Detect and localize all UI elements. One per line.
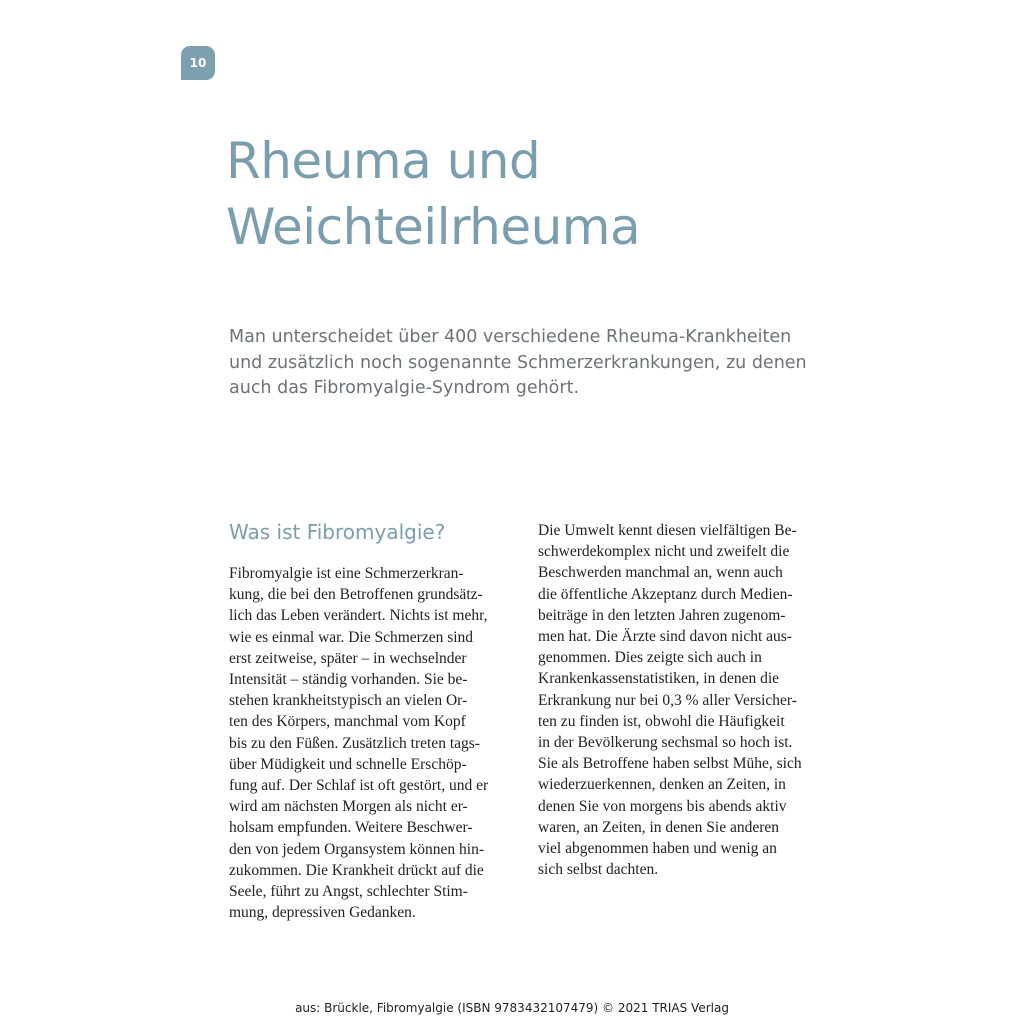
right-column-text <box>538 520 838 880</box>
text-line: kung, die bei den Betroffenen grundsätz- <box>229 586 483 604</box>
text-line: bis zu den Füßen. Zusätzlich treten tags- <box>229 734 480 752</box>
chapter-title-line: Weichteilrheuma <box>226 198 641 256</box>
text-line: lich das Leben verändert. Nichts ist mehr, <box>229 607 488 625</box>
text-line: sich selbst dachten. <box>538 861 659 879</box>
text-line: denen Sie von morgens bis abends aktiv <box>538 797 787 815</box>
text-line: beiträge in den letzten Jahren zugenom- <box>538 606 786 624</box>
text-line: Die Umwelt kennt diesen vielfältigen Be- <box>538 522 797 539</box>
text-line: erst zeitweise, später – in wechselnder <box>229 649 467 667</box>
text-line: schwerdekomplex nicht und zweifelt die <box>538 543 790 561</box>
page-number: 10 <box>189 56 207 70</box>
text-line: ten zu finden ist, obwohl die Häufigkeit <box>538 712 785 730</box>
text-line: ten des Körpers, manchmal vom Kopf <box>229 713 466 731</box>
text-line: wiederzuerkennen, denken an Zeiten, in <box>538 776 786 794</box>
text-line: Fibromyalgie ist eine Schmerzerkran- <box>229 565 464 582</box>
intro-line: auch das Fibromyalgie-Syndrom gehört. <box>229 378 580 398</box>
text-line: mung, depressiven Gedanken. <box>229 904 416 922</box>
page-number-badge <box>181 46 215 80</box>
text-line: über Müdigkeit und schnelle Erschöp- <box>229 755 467 773</box>
text-line: zukommen. Die Krankheit drückt auf die <box>229 861 484 879</box>
chapter-title-line: Rheuma und <box>226 132 541 190</box>
text-line: in der Bevölkerung sechsmal so hoch ist. <box>538 734 793 752</box>
text-line: Erkrankung nur bei 0,3 % aller Versicher- <box>538 691 797 709</box>
footer-citation: aus: Brückle, Fibromyalgie (ISBN 9783432107479) © 2021 TRIAS Verlag <box>295 1001 729 1015</box>
chapter-title <box>226 128 846 260</box>
text-line: wird am nächsten Morgen als nicht er- <box>229 798 468 816</box>
text-line: Sie als Betroffene haben selbst Mühe, sich <box>538 755 802 773</box>
text-line: fung auf. Der Schlaf ist oft gestört, und er <box>229 777 489 795</box>
left-column-text <box>229 563 529 923</box>
text-line: Intensität – ständig vorhanden. Sie be- <box>229 671 468 689</box>
text-line: holsam empfunden. Weitere Beschwer- <box>229 819 473 837</box>
text-line: die öffentliche Akzeptanz durch Medien- <box>538 585 793 603</box>
intro-paragraph <box>229 325 849 402</box>
text-line: Beschwerden manchmal an, wenn auch <box>538 564 783 582</box>
text-line: den von jedem Organsystem können hin- <box>229 840 484 858</box>
intro-line: und zusätzlich noch sogenannte Schmerzerkrankungen, zu denen <box>229 352 807 373</box>
text-line: men hat. Die Ärzte sind davon nicht aus- <box>538 628 792 646</box>
text-line: Seele, führt zu Angst, schlechter Stim- <box>229 883 468 901</box>
text-line: genommen. Dies zeigte sich auch in <box>538 649 762 667</box>
text-line: viel abgenommen haben und wenig an <box>538 840 777 858</box>
text-line: wie es einmal war. Die Schmerzen sind <box>229 628 474 646</box>
text-line: Krankenkassenstatistiken, in denen die <box>538 670 780 688</box>
text-line: stehen krankheitstypisch an vielen Or- <box>229 692 468 710</box>
section-heading: Was ist Fibromyalgie? <box>229 520 446 544</box>
intro-line: Man unterscheidet über 400 verschiedene Rheuma-Krankheiten <box>229 327 792 347</box>
text-line: waren, an Zeiten, in denen Sie anderen <box>538 818 780 836</box>
